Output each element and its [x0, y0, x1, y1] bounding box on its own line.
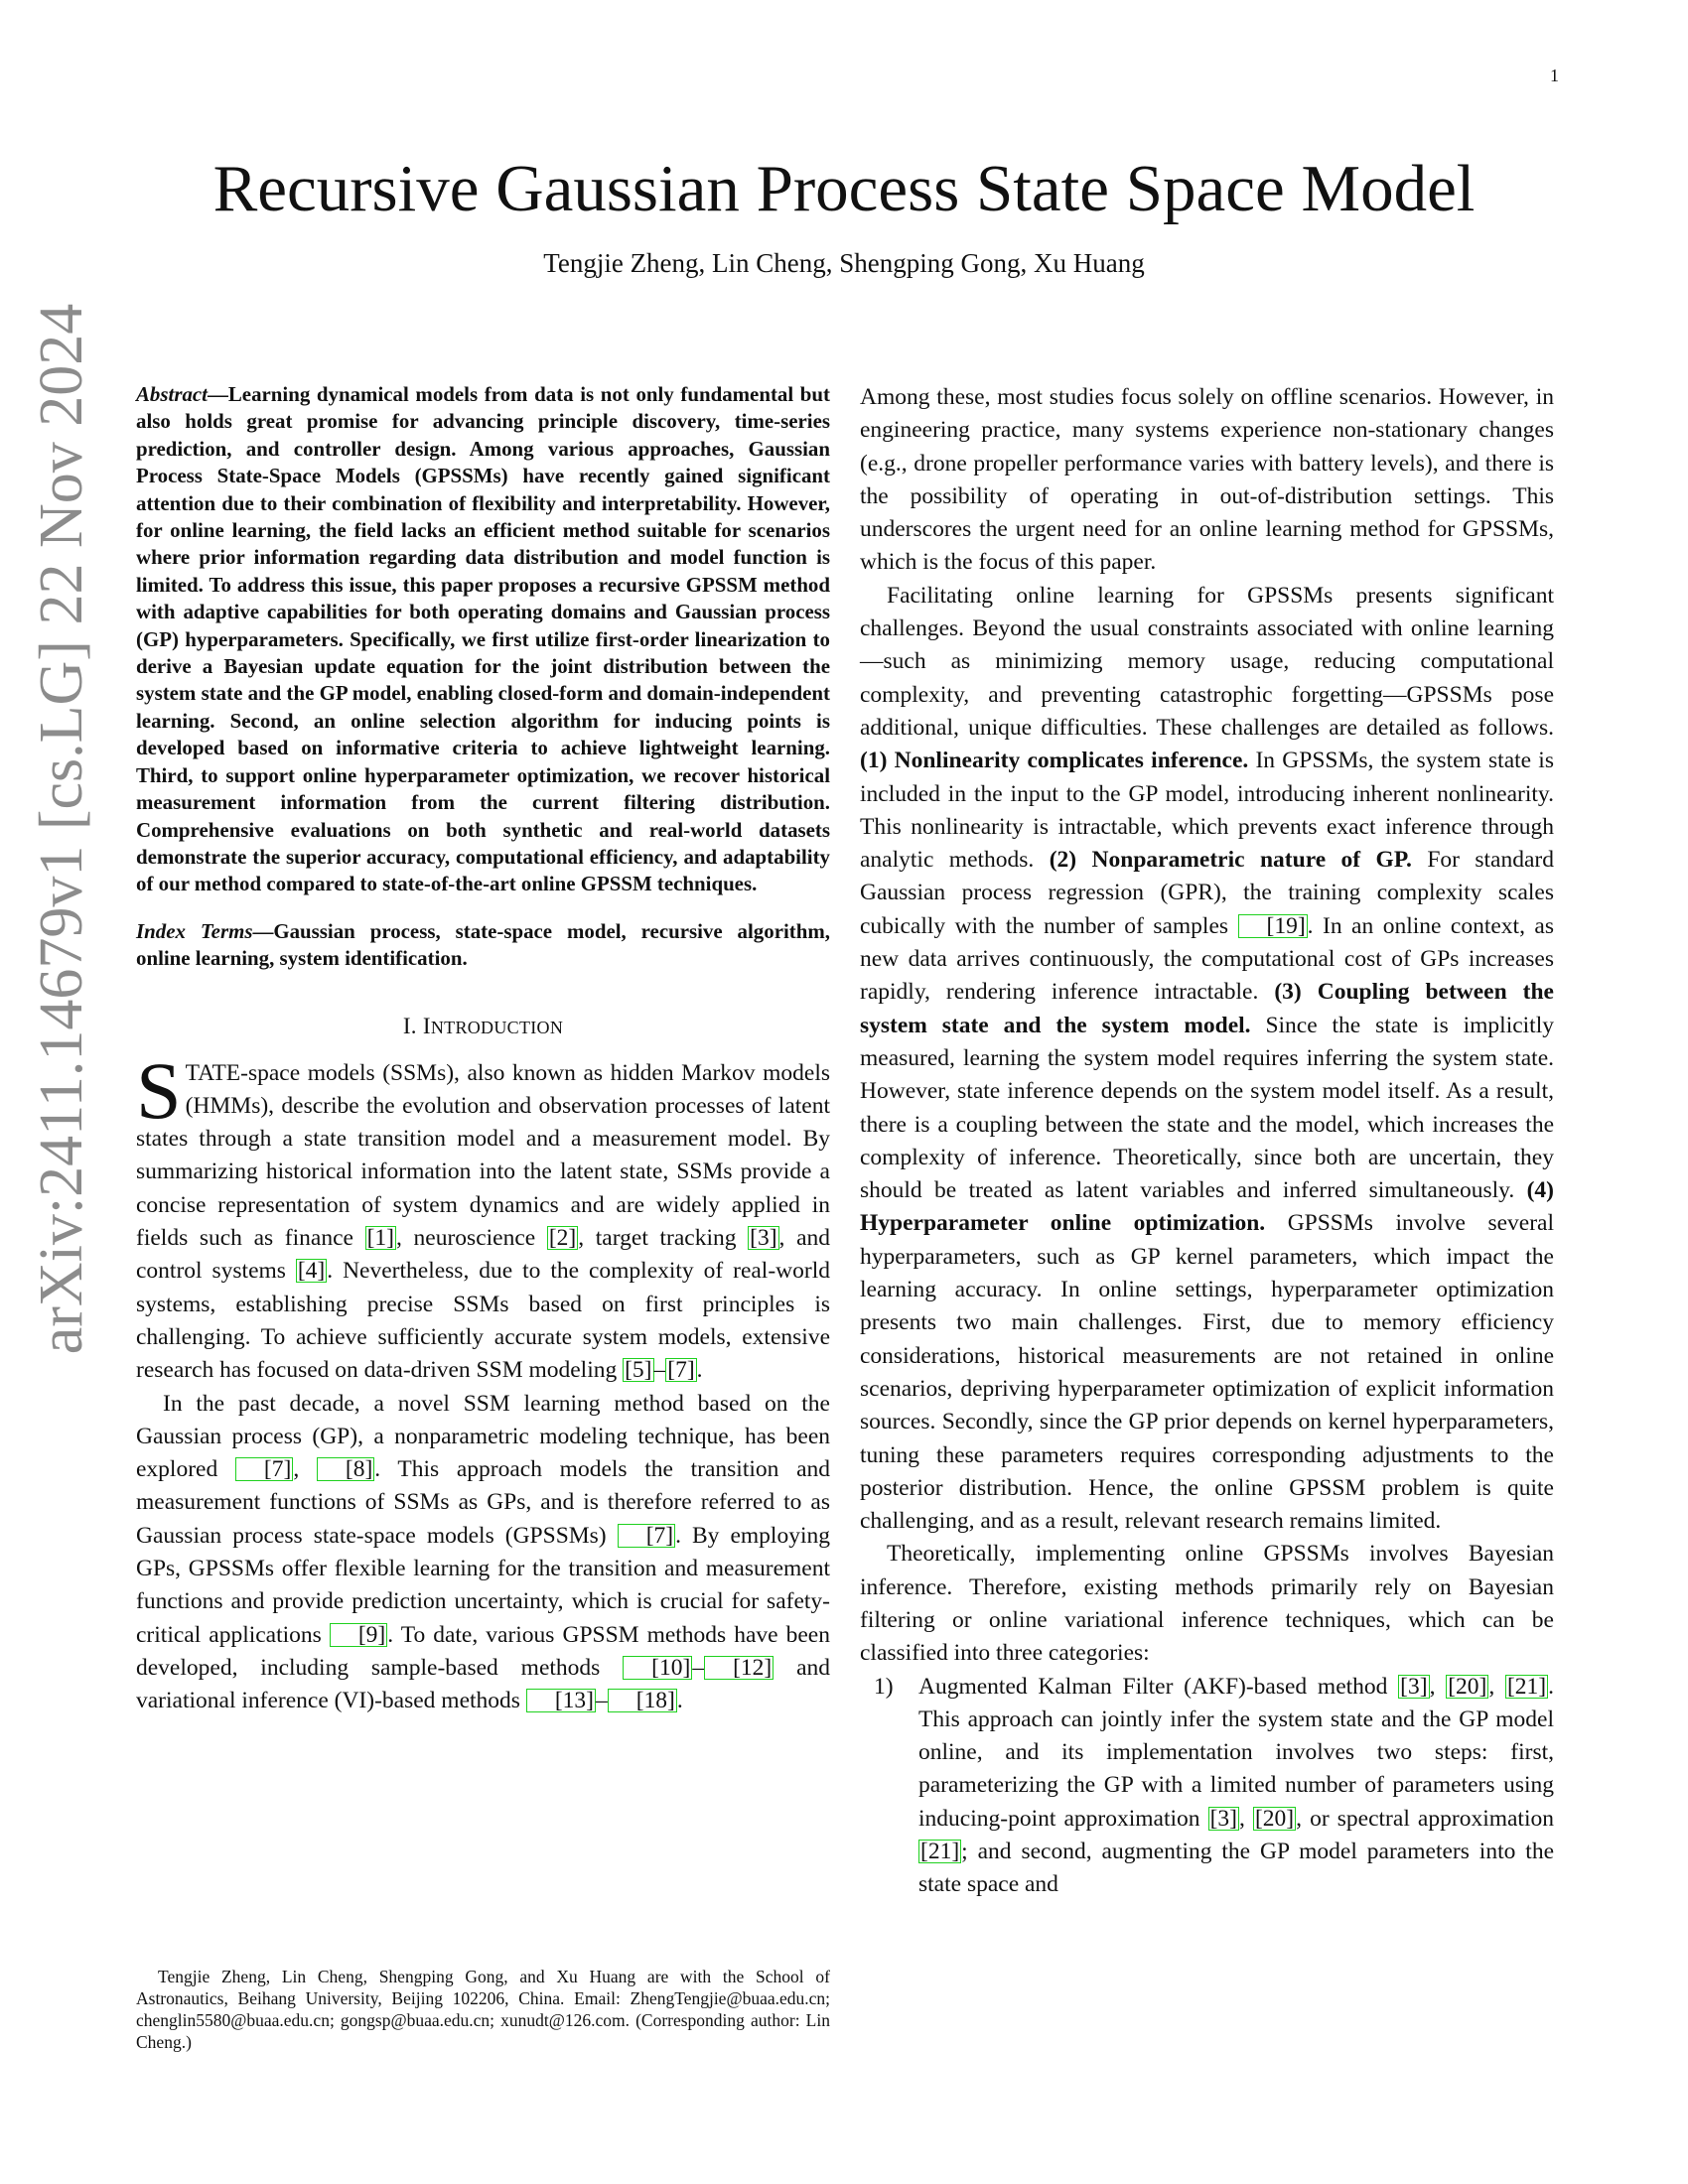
- author-footnote: Tengjie Zheng, Lin Cheng, Shengping Gong, and Xu Huang are with the School of Astronautics, Beihang University, Beijing 102206, China. Email: ZhengTengjie@buaa.edu.cn; chenglin5580@buaa.edu.cn; gongsp@buaa.edu.cn; xunudt@126.com. (Corresponding author: Lin Cheng.): [136, 1967, 830, 2052]
- citation-link[interactable]: [20]: [1448, 1673, 1487, 1700]
- intro-paragraph-2: In the past decade, a novel SSM learning method based on the Gaussian process (GP), a nonparametric modeling technique, has been explored [7], [8]. This approach models the transition and measurement functions of SSMs as GPs, and is therefore referred to as Gaussian process state-space models (GPSSMs) [7]. By employing GPs, GPSSMs offer flexible learning for the transition and measurement functions and provide prediction uncertainty, which is crucial for safety-critical applications [9]. To date, various GPSSM methods have been developed, including sample-based methods [10]– [12] and variational inference (VI)-based methods [13]– [18].: [136, 1390, 831, 1714]
- citation-link[interactable]: [8]: [317, 1457, 374, 1481]
- citation-link[interactable]: [3]: [1400, 1673, 1428, 1700]
- citation-link[interactable]: [10]: [623, 1656, 692, 1680]
- citation-link[interactable]: [3]: [1209, 1805, 1238, 1832]
- challenge-4-heading: (4) Hyperparameter online optimization.: [860, 1177, 1554, 1237]
- intro-paragraph-1: STATE-space models (SSMs), also known as hidden Markov models (HMMs), describe the evolution and observation processes of latent states through a state transition model and a measurement model. By summarizing historical information into the latent state, SSMs provide a concise representation of system dynamics and are widely applied in fields such as finance [1], neuroscience [2], target tracking [3], and control systems [4]. Nevertheless, due to the complexity of real-world systems, establishing precise SSMs based on first principles is challenging. To achieve sufficiently accurate system models, extensive research has focused on data-driven SSM modeling [5]–[7].: [136, 1044, 830, 1384]
- list-marker: 1): [874, 1673, 894, 1700]
- citation-link[interactable]: [1]: [366, 1225, 395, 1252]
- page-number: 1: [1550, 66, 1559, 85]
- arxiv-identifier: arXiv:2411.14679v1 [cs.LG] 22 Nov 2024: [28, 303, 95, 1355]
- challenge-3-heading: (3) Coupling between the system state and the system model.: [860, 979, 1554, 1038]
- citation-link[interactable]: [9]: [330, 1623, 387, 1647]
- citation-link[interactable]: [19]: [1238, 914, 1308, 938]
- index-terms-text: —Gaussian process, state-space model, recursive algorithm, online learning, system identification.: [136, 918, 830, 971]
- right-paragraph-1: Among these, most studies focus solely on offline scenarios. However, in engineering practice, many systems experience non-stationary changes (e.g., drone propeller performance varies with battery levels), and there is the possibility of operating in out-of-distribution settings. This underscores the urgent need for an online learning method for GPSSMs, which is the focus of this paper.: [860, 384, 1554, 576]
- index-terms: [136, 918, 830, 973]
- left-column: [136, 381, 830, 1717]
- section-heading-introduction: I. INTRODUCTION: [402, 1013, 564, 1038]
- method-category-list: [860, 1671, 1554, 1902]
- citation-link[interactable]: [21]: [920, 1839, 960, 1865]
- list-item: 1) Augmented Kalman Filter (AKF)-based method [3], [20], [21]. This approach can jointly infer the system state and the GP model online, and its implementation involves two steps: first, parameterizing the GP with a limited number of parameters using inducing-point approximation [3], [20], or spectral approximation [21]; and second, augmenting the GP model parameters into the state space and: [860, 1671, 1554, 1902]
- index-terms-label: Index Terms: [136, 918, 253, 943]
- citation-link[interactable]: [7]: [235, 1457, 293, 1481]
- challenge-2-heading: (2) Nonparametric nature of GP.: [1049, 847, 1412, 874]
- citation-link[interactable]: [4]: [297, 1258, 326, 1285]
- right-column: [860, 381, 1554, 1902]
- citation-link[interactable]: [18]: [608, 1689, 677, 1712]
- right-paragraph-2: Facilitating online learning for GPSSMs presents significant challenges. Beyond the usual constraints associated with online learning—such as minimizing memory usage, reducing computational complexity, and preventing catastrophic forgetting—GPSSMs pose additional, unique difficulties. These challenges are detailed as follows. (1) Nonlinearity complicates inference. In GPSSMs, the system state is included in the input to the GP model, introducing inherent nonlinearity. This nonlinearity is intractable, which prevents exact inference through analytic methods. (2) Nonparametric nature of GP. For standard Gaussian process regression (GPR), the training complexity scales cubically with the number of samples [19]. In an online context, as new data arrives continuously, the computational cost of GPs increases rapidly, rendering inference intractable. (3) Coupling between the system state and the system model. Since the state is implicitly measured, learning the system model requires inferring the system state. However, state inference depends on the system model itself. As a result, there is a coupling between the state and the model, which increases the complexity of inference. Theoretically, since both are uncertain, they should be treated as latent variables and inferred simultaneously. (4) Hyperparameter online optimization. GPSSMs involve several hyperparameters, such as GP kernel parameters, which impact the learning accuracy. In online settings, hyperparameter optimization presents two main challenges. First, due to memory efficiency considerations, historical measurements are not retained in online scenarios, depriving hyperparameter optimization of explicit information sources. Secondly, since the GP prior depends on kernel hyperparameters, tuning these parameters requires corresponding adjustments to the posterior distribution. Hence, the online GPSSM problem is quite challenging, and as a result, relevant research remains limited.: [860, 582, 1554, 1535]
- citation-link[interactable]: [7]: [618, 1524, 675, 1548]
- citation-link[interactable]: [13]: [526, 1689, 596, 1712]
- paper-title: Recursive Gaussian Process State Space Model: [212, 152, 1476, 225]
- citation-link[interactable]: [3]: [750, 1225, 777, 1252]
- abstract-text: —Learning dynamical models from data is not only fundamental but also holds great promise for advancing principle discovery, time-series prediction, and controller design. Among various approaches, Gaussian Process State-Space Models (GPSSMs) have recently gained significant attention due to their combination of flexibility and interpretability. However, for online learning, the field lacks an efficient method suitable for scenarios where prior information regarding data distribution and model function is limited. To address this issue, this paper proposes a recursive GPSSM method with adaptive capabilities for both operating domains and Gaussian process (GP) hyperparameters. Specifically, we first utilize first-order linearization to derive a Bayesian update equation for the joint distribution between the system state and the GP model, enabling closed-form and domain-independent learning. Second, an online selection algorithm for inducing points is developed based on informative criteria to achieve lightweight learning. Third, to support online hyperparameter optimization, we recover historical measurement information from the current filtering distribution. Comprehensive evaluations on both synthetic and real-world datasets demonstrate the superior accuracy, computational efficiency, and adaptability of our method compared to state-of-the-art online GPSSM techniques.: [136, 382, 830, 896]
- author-list: Tengjie Zheng, Lin Cheng, Shengping Gong, Xu Huang: [543, 248, 1145, 278]
- abstract: [136, 381, 830, 898]
- citation-link[interactable]: [12]: [704, 1656, 774, 1680]
- citation-link[interactable]: [20]: [1254, 1805, 1295, 1832]
- citation-link[interactable]: [7]: [667, 1357, 695, 1384]
- challenge-1-heading: (1) Nonlinearity complicates inference.: [860, 748, 1249, 774]
- citation-link[interactable]: [5]: [625, 1357, 652, 1384]
- right-paragraph-3: Theoretically, implementing online GPSSMs involves Bayesian inference. Therefore, existing methods primarily rely on Bayesian filtering or online variational inference techniques, which can be classified into three categories:: [860, 1541, 1554, 1667]
- drop-cap: S: [136, 1044, 182, 1136]
- abstract-label: Abstract: [136, 382, 208, 406]
- citation-link[interactable]: [2]: [548, 1225, 577, 1252]
- citation-link[interactable]: [21]: [1506, 1673, 1547, 1700]
